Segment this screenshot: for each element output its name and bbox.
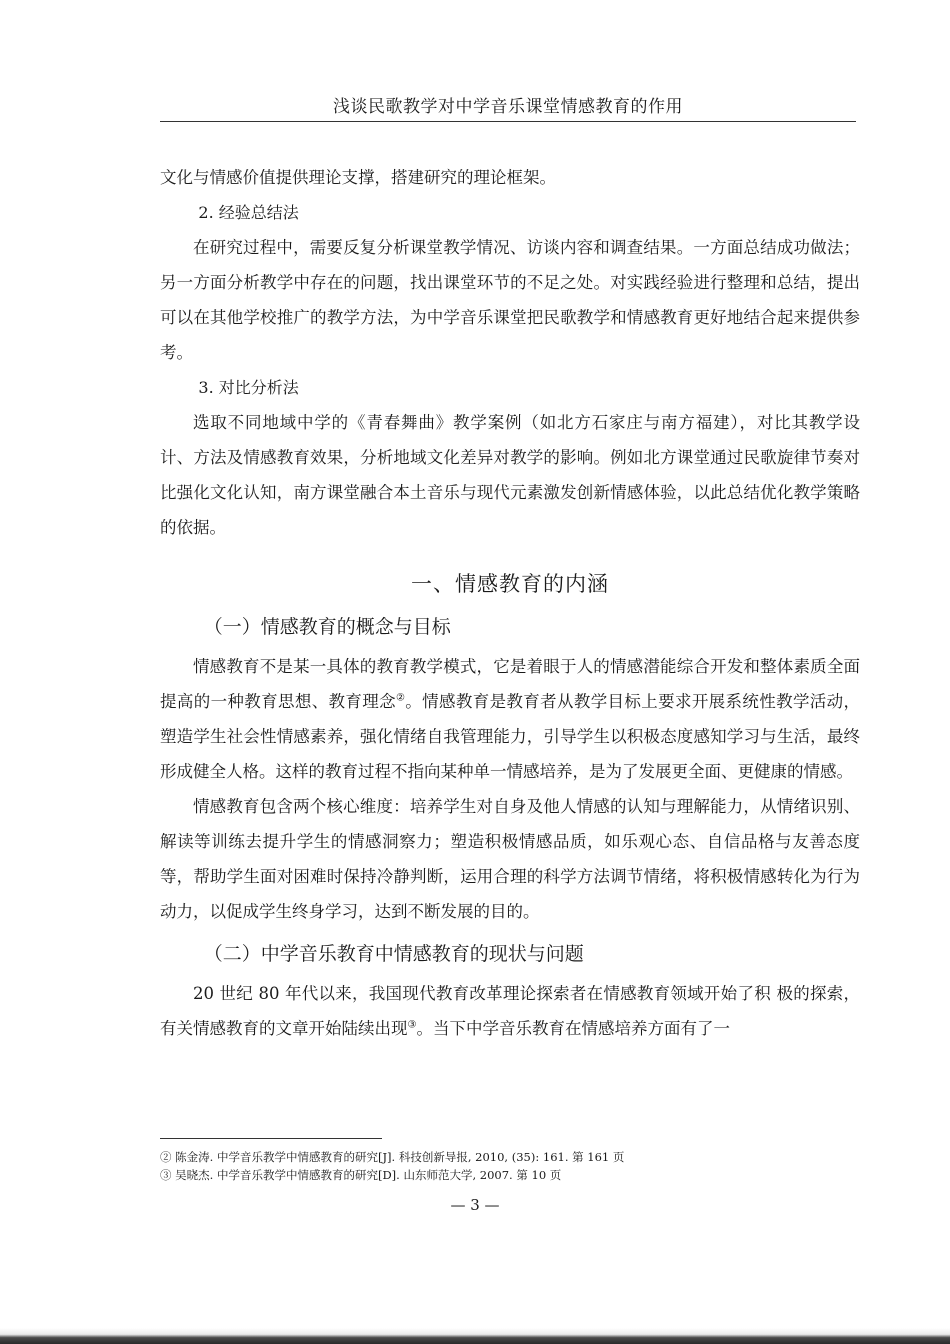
footnote-3: ③ 吴晓杰. 中学音乐教学中情感教育的研究[D]. 山东师范大学, 2007. 第 10 页 xyxy=(160,1168,562,1182)
paragraph-concept-part2: 。情感教育是教育者从教学目标上要求开展系统性教学活动，塑造学生社会性情感素养，强化情绪自我管理能力，引导学生以积极态度感知学习与生活，最终形成健全人格。这样的教育过程不指向某种单一情感培养，是为了发展更全面、更健康的情感。 xyxy=(160,692,861,781)
paragraph-continuation: 文化与情感价值提供理论支撑，搭建研究的理论框架。 xyxy=(160,168,556,187)
paragraph-status xyxy=(160,976,860,1046)
page-number: — 3 — xyxy=(450,1196,500,1214)
section-title-status: （二）中学音乐教育中情感教育的现状与问题 xyxy=(203,943,584,965)
footnotes xyxy=(160,1148,860,1184)
footnote-2: ② 陈金涛. 中学音乐教学中情感教育的研究[J]. 科技创新导报, 2010, (35): 161. 第 161 页 xyxy=(160,1150,625,1164)
subheading-comparative-analysis: 3. 对比分析法 xyxy=(198,378,299,397)
chapter-title: 一、情感教育的内涵 xyxy=(411,572,609,596)
subheading-experience-summary: 2. 经验总结法 xyxy=(198,203,299,222)
footnote-rule xyxy=(160,1138,382,1139)
paragraph-dimensions: 情感教育包含两个核心维度：培养学生对自身及他人情感的认知与理解能力，从情绪识别、解读等训练去提升学生的情感洞察力；塑造积极情感品质，如乐观心态、自信品格与友善态度等，帮助学生面对困难时保持冷静判断，运用合理的科学方法调节情绪，将积极情感转化为行为动力，以促成学生终身学习，达到不断发展的目的。 xyxy=(160,797,860,921)
section-title-concept: （一）情感教育的概念与目标 xyxy=(203,616,451,638)
paragraph-comparative-analysis: 选取不同地域中学的《青春舞曲》教学案例（如北方石家庄与南方福建），对比其教学设计、方法及情感教育效果，分析地域文化差异对教学的影响。例如北方课堂通过民歌旋律节奏对比强化文化认知，南方课堂融合本土音乐与现代元素激发创新情感体验，以此总结优化教学策略的依据。 xyxy=(160,413,860,537)
footnote-ref-3[interactable]: ③ xyxy=(407,1019,417,1031)
header-rule xyxy=(160,121,856,122)
paragraph-status-part1: 20 世纪 80 年代以来，我国现代教育改革理论探索者在情感教育领域开始了积 极的探索，有关情感教育的文章开始陆续出现 xyxy=(160,984,860,1038)
paragraph-experience-summary: 在研究过程中，需要反复分析课堂教学情况、访谈内容和调查结果。一方面总结成功做法；另一方面分析教学中存在的问题，找出课堂环节的不足之处。对实践经验进行整理和总结，提出可以在其他学校推广的教学方法，为中学音乐课堂把民歌教学和情感教育更好地结合起来提供参考。 xyxy=(160,238,860,362)
footnote-ref-2[interactable]: ② xyxy=(395,692,406,704)
paragraph-concept xyxy=(160,649,860,789)
scan-edge xyxy=(0,1328,950,1344)
running-header: 浅谈民歌教学对中学音乐课堂情感教育的作用 xyxy=(333,97,683,117)
paragraph-status-part2: 。当下中学音乐教育在情感培养方面有了一 xyxy=(416,1019,730,1038)
paragraph-concept-part1: 情感教育不是某一具体的教育教学模式，它是着眼于人的情感潜能综合开发和整体素质全面提高的一种教育思想、教育理念 xyxy=(160,657,860,711)
body-text xyxy=(160,160,860,1046)
